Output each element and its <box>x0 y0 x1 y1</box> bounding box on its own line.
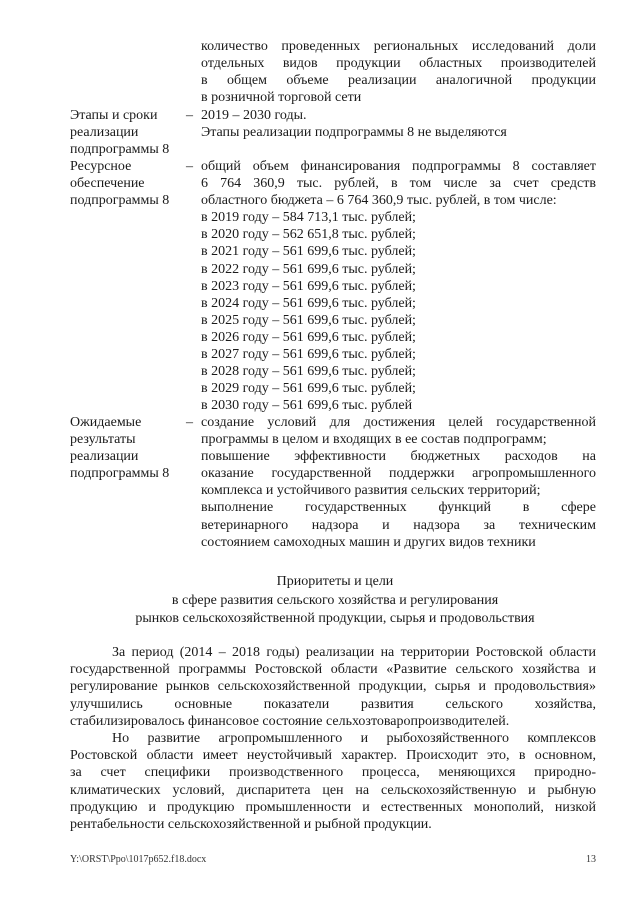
funding-year-line: в 2021 году – 561 699,6 тыс. рублей; <box>201 244 416 260</box>
results-label <box>70 414 185 482</box>
results-dash: – <box>186 415 193 430</box>
paragraph-line: Ростовской области имеет неустойчивый характер. Происходит это, в основном, <box>70 748 596 764</box>
heading-line: рынков сельскохозяйственной продукции, сырья и продовольствия <box>135 611 535 626</box>
text-line: в общем объеме реализации аналогичной продукции <box>201 73 596 89</box>
top-continuation-text <box>201 38 596 106</box>
heading-line: Приоритеты и цели <box>276 574 394 589</box>
text-line: Этапы реализации подпрограммы 8 не выделяются <box>201 125 507 141</box>
funding-year-line: в 2024 году – 561 699,6 тыс. рублей; <box>201 295 416 311</box>
paragraph-line: регулирование рынков сельскохозяйственной продукции, сырья и продовольствия» <box>70 679 596 695</box>
text-line: в розничной торговой сети <box>201 90 362 106</box>
text-line: 2019 – 2030 годы. <box>201 108 307 123</box>
label-line: реализации <box>70 125 139 141</box>
text-line: выполнение государственных функций в сфере <box>201 500 596 516</box>
funding-year-line: в 2026 году – 561 699,6 тыс. рублей; <box>201 329 416 345</box>
label-line: Ожидаемые <box>70 415 142 430</box>
paragraph-line: государственной программы Ростовской области «Развитие сельского хозяйства и <box>70 662 596 678</box>
paragraph-line: за счет специфики производственного процесса, меняющихся природно- <box>70 765 596 781</box>
text-line: 6 764 360,9 тыс. рублей, в том числе за счет средств <box>201 176 596 192</box>
label-line: обеспечение <box>70 176 145 192</box>
funding-year-line: в 2025 году – 561 699,6 тыс. рублей; <box>201 312 416 328</box>
text-line: повышение эффективности бюджетных расходов на <box>201 449 596 465</box>
paragraph-line: стабилизировалось финансовое состояние сельхозтоваропроизводителей. <box>70 713 510 729</box>
funding-year-line: в 2022 году – 561 699,6 тыс. рублей; <box>201 261 416 277</box>
text-line: комплекса и устойчивого развития сельских территорий; <box>201 483 541 499</box>
paragraph-2 <box>70 730 596 833</box>
section-heading <box>60 573 610 629</box>
label-line: Этапы и сроки <box>70 108 158 123</box>
label-line: результаты <box>70 432 136 448</box>
funding-year-line: в 2027 году – 561 699,6 тыс. рублей; <box>201 347 416 363</box>
funding-year-line: в 2019 году – 584 713,1 тыс. рублей; <box>201 210 416 226</box>
label-line: реализации <box>70 449 139 465</box>
funding-year-line: в 2023 году – 561 699,6 тыс. рублей; <box>201 278 416 294</box>
label-line: подпрограммы 8 <box>70 466 170 482</box>
stages-value <box>201 107 596 141</box>
label-line: Ресурсное <box>70 159 132 174</box>
paragraph-line: рентабельности сельскохозяйственной и рыбной продукции. <box>70 816 432 832</box>
results-value <box>201 414 596 551</box>
paragraph-line: За период (2014 – 2018 годы) реализации на территории Ростовской области <box>112 645 596 660</box>
page-number: 13 <box>586 854 596 865</box>
funding-year-line: в 2029 году – 561 699,6 тыс. рублей; <box>201 381 416 397</box>
text-line: отдельных видов продукции областных производителей <box>201 56 596 72</box>
paragraph-line: Но развитие агропромышленного и рыбохозяйственного комплексов <box>112 731 596 746</box>
text-line: оказание государственной поддержки агропромышленного <box>201 466 596 482</box>
text-line: создание условий для достижения целей государственной <box>201 415 596 430</box>
funding-year-line: в 2028 году – 561 699,6 тыс. рублей; <box>201 364 416 380</box>
label-line: подпрограммы 8 <box>70 142 170 158</box>
funding-year-line: в 2030 году – 561 699,6 тыс. рублей <box>201 398 413 414</box>
text-line: областного бюджета – 6 764 360,9 тыс. рублей, в том числе: <box>201 193 557 209</box>
text-line: общий объем финансирования подпрограммы 8 составляет <box>201 159 596 174</box>
text-line: программы в целом и входящих в ее состав подпрограмм; <box>201 432 547 448</box>
resources-label <box>70 158 185 209</box>
label-line: подпрограммы 8 <box>70 193 170 209</box>
heading-line: в сфере развития сельского хозяйства и регулирования <box>171 592 499 608</box>
paragraph-line: климатических условий, диспаритета цен на сельскохозяйственную и рыбную <box>70 782 596 798</box>
text-line: ветеринарного надзора и надзора за техническим <box>201 517 596 533</box>
stages-dash: – <box>186 108 193 123</box>
paragraph-1 <box>70 644 596 730</box>
resources-value <box>201 158 596 414</box>
funding-year-line: в 2020 году – 562 651,8 тыс. рублей; <box>201 227 416 243</box>
file-path: Y:\ORST\Ppo\1017p652.f18.docx <box>70 854 207 865</box>
resources-dash: – <box>186 159 193 174</box>
stages-label <box>70 107 185 158</box>
text-line: количество проведенных региональных исследований доли <box>201 39 596 54</box>
paragraph-line: улучшились основные показатели развития сельского хозяйства, <box>70 696 596 712</box>
text-line: состоянием самоходных машин и других видов техники <box>201 534 536 550</box>
paragraph-line: продукцию и продукцию промышленности и естественных монополий, низкой <box>70 799 596 815</box>
